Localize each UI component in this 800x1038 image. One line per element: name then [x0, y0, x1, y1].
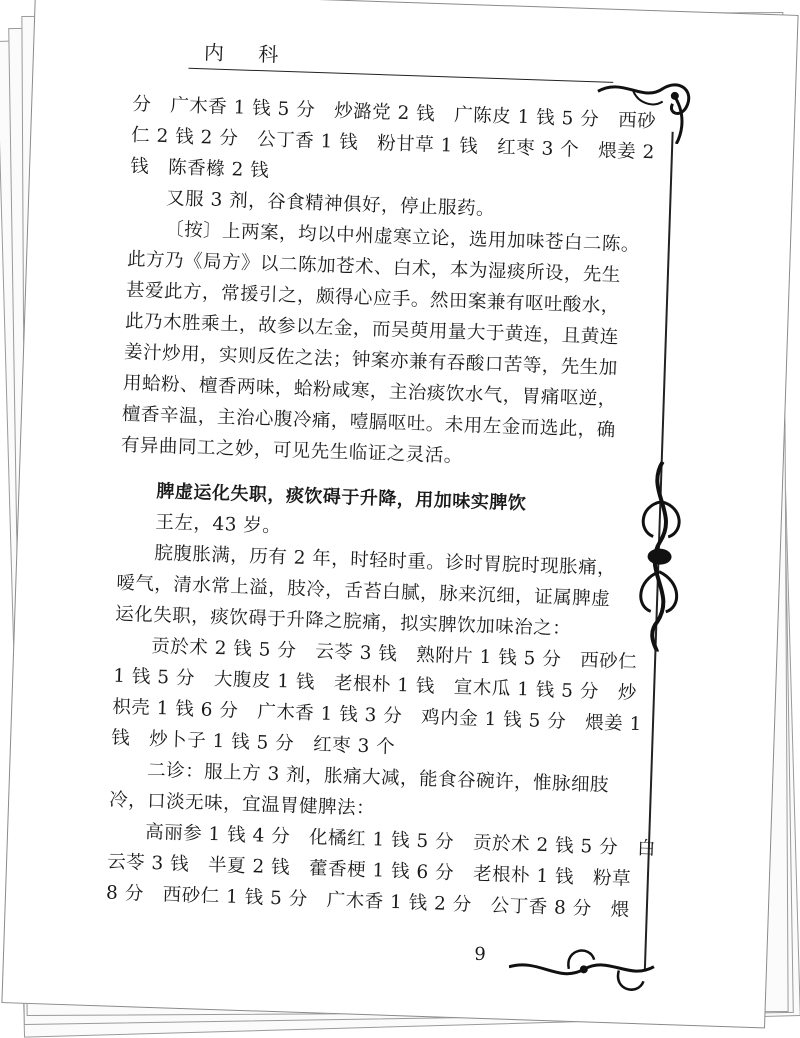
text-line: 又服 3 剂，谷食精神俱好，停止服药。 [165, 188, 496, 220]
text-line: 运化失职，痰饮碍于升降之脘痛，拟实脾饮加味治之： [115, 603, 572, 640]
body-text [105, 89, 657, 926]
text-line: 檀香辛温，主治心腹冷痛，噎膈呕吐。未用左金而选此，确 [121, 403, 617, 442]
text-line: 有异曲同工之妙，可见先生临证之灵活。 [120, 434, 464, 468]
header-rule [188, 68, 613, 83]
text-line: 此乃木胜乘土，故参以左金，而吴萸用量大于黄连，且黄连 [124, 310, 620, 349]
book-page [1, 0, 798, 1028]
text-line: 高丽参 1 钱 4 分 化橘红 1 钱 5 分 贡於术 2 钱 5 分 白 [144, 821, 657, 860]
page-number: 9 [473, 943, 487, 966]
section-heading: 脾虚运化失职，痰饮碍于升降，用加味实脾饮 [156, 480, 527, 515]
text-line: 云苓 3 钱 半夏 2 钱 藿香梗 1 钱 6 分 老根朴 1 钱 粉草 [106, 851, 632, 890]
text-line: 仁 2 钱 2 分 公丁香 1 钱 粉甘草 1 钱 红枣 3 个 煨姜 2 [130, 124, 656, 164]
text-line: 分 广木香 1 钱 5 分 炒潞党 2 钱 广陈皮 1 钱 5 分 西砂 [131, 93, 657, 133]
text-line: 1 钱 5 分 大腹皮 1 钱 老根朴 1 钱 宣木瓜 1 钱 5 分 炒 [112, 665, 638, 704]
text-line: 钱 陈香橼 2 钱 [129, 155, 270, 182]
text-line: 嗳气，清水常上溢，肢冷，舌苔白腻，脉来沉细，证属脾虚 [116, 572, 611, 611]
text-line: 甚爱此方，常援引之，颇得心应手。然田案兼有呕吐酸水， [125, 279, 621, 318]
text-line: 〔按〕上两案，均以中州虚寒立论，选用加味苍白二陈。 [164, 219, 641, 256]
text-line: 冷，口淡无味，宜温胃健脾法： [108, 789, 376, 820]
text-line: 王左，43 岁。 [155, 511, 282, 538]
text-line: 枳壳 1 钱 6 分 广木香 1 钱 3 分 鸡内金 1 钱 5 分 煨姜 1 [111, 696, 643, 736]
text-line: 二诊：服上方 3 剂，胀痛大减，能食谷碗许，惟脉细肢 [146, 759, 610, 797]
text-line: 此方乃《局方》以二陈加苍术、白术，本为湿痰所设，先生 [126, 248, 622, 287]
text-line: 8 分 西砂仁 1 钱 5 分 广木香 1 钱 2 分 公丁香 8 分 煨 [105, 882, 630, 921]
text-line: 用蛤粉、檀香两味，蛤粉咸寒，主治痰饮水气，胃痛呕逆， [122, 372, 618, 411]
text-line: 钱 炒卜子 1 钱 5 分 红枣 3 个 [110, 727, 396, 758]
running-header: 内 科 [203, 40, 293, 68]
text-line: 姜汁炒用，实则反佐之法；钟案亦兼有吞酸口苦等，先生加 [123, 341, 619, 380]
footer-ornament-icon [508, 937, 660, 1002]
text-line: 脘腹胀满，历有 2 年，时轻时重。诊时胃脘时现胀痛， [154, 542, 617, 580]
text-line: 贡於术 2 钱 5 分 云苓 3 钱 熟附片 1 钱 5 分 西砂仁 [150, 635, 638, 673]
